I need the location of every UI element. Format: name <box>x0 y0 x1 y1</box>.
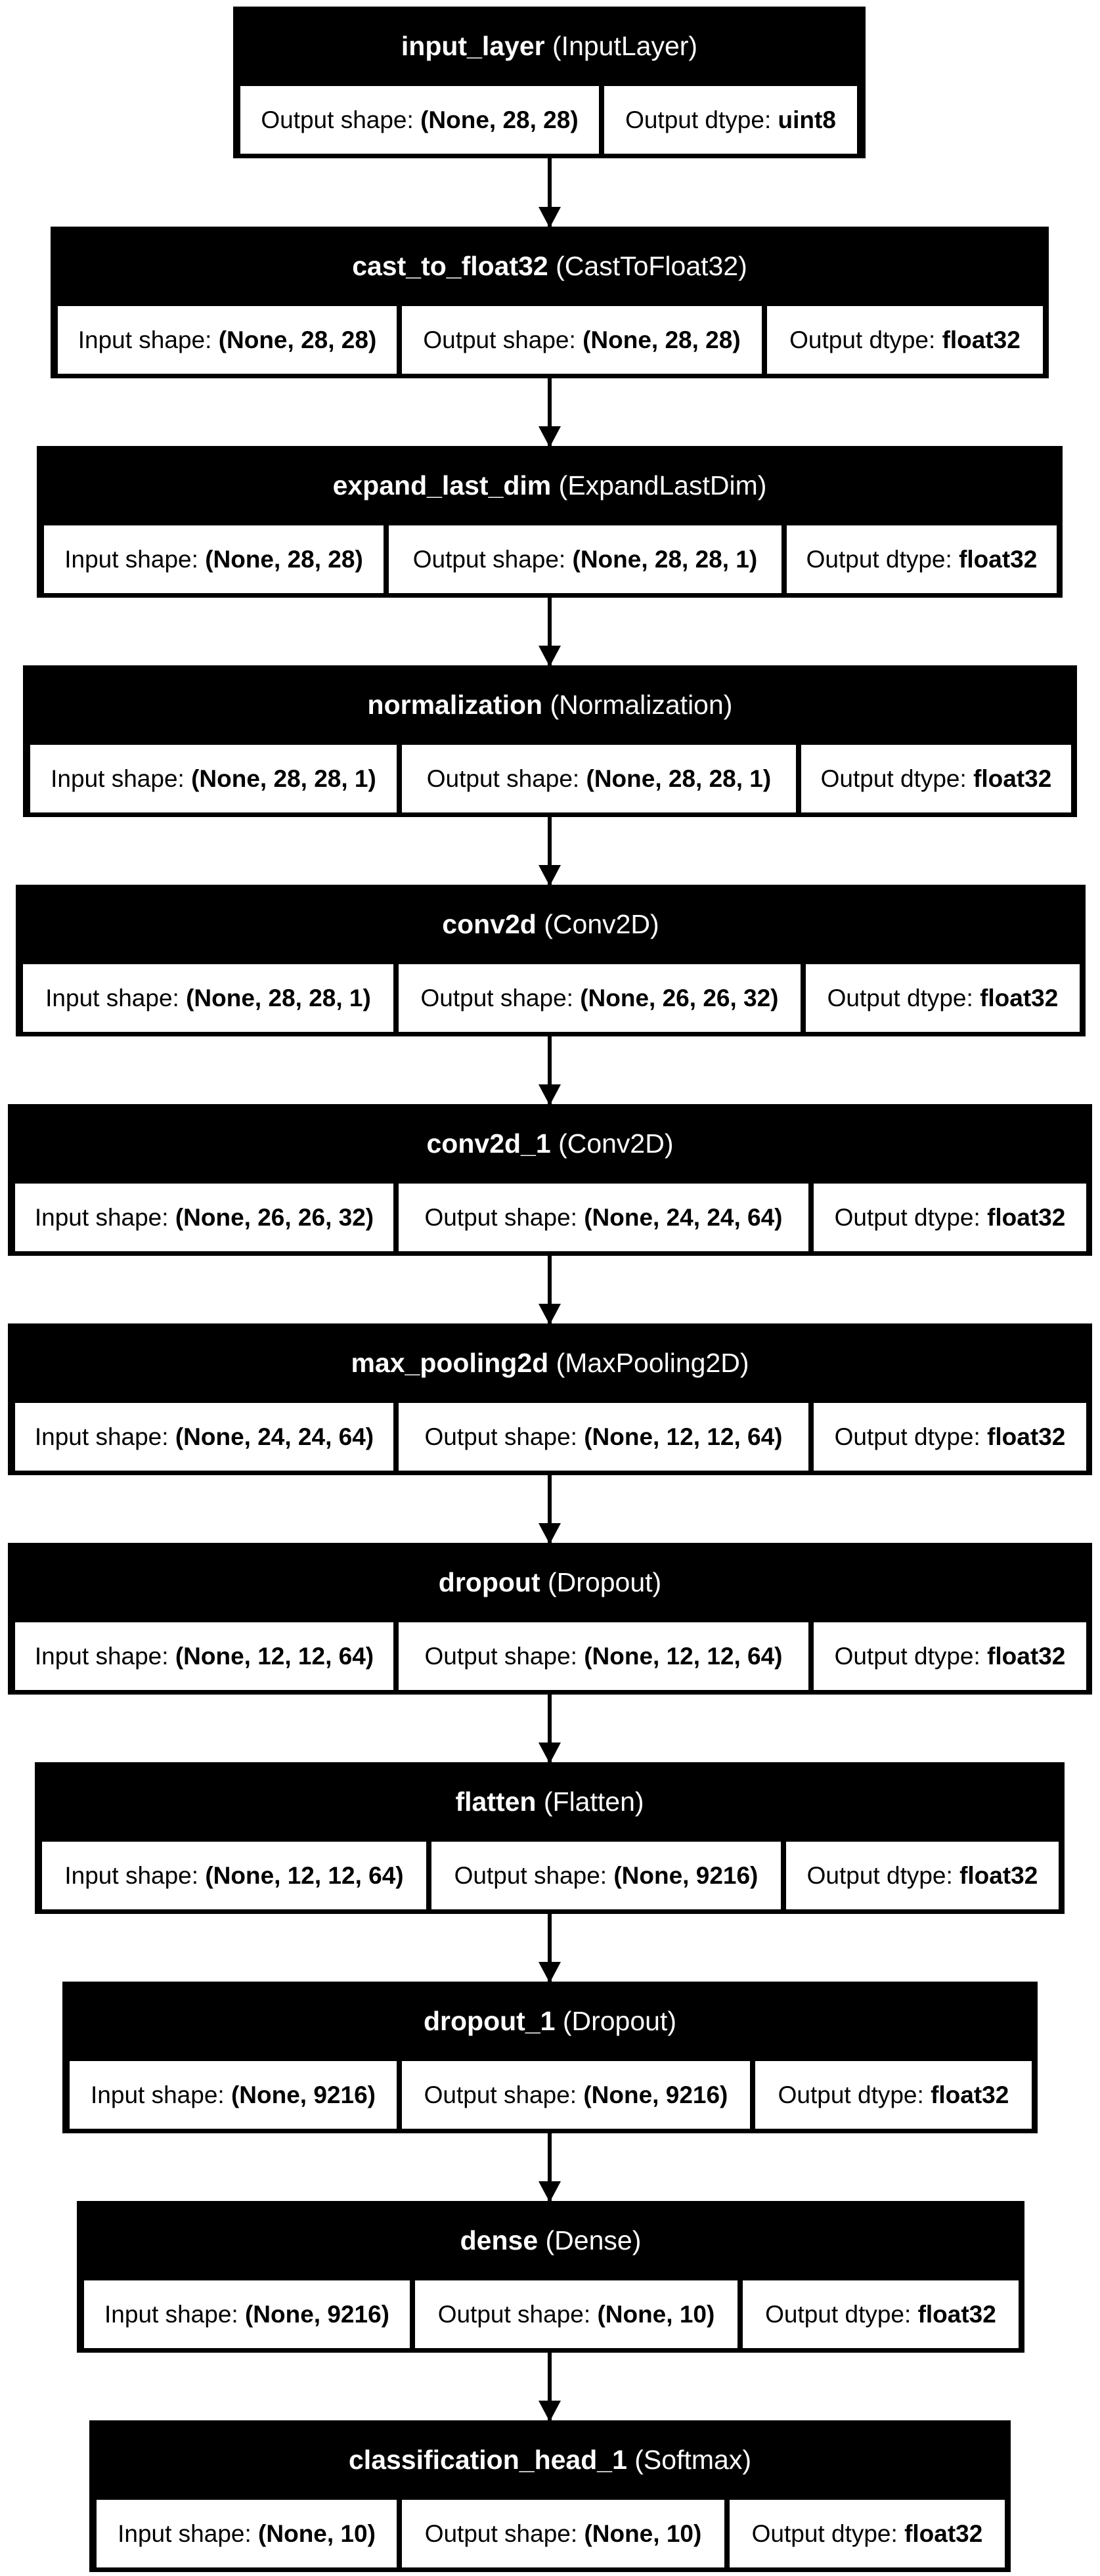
input-shape-value: (None, 28, 28) <box>205 545 363 573</box>
input-shape-label: Input shape: <box>118 2520 259 2547</box>
input-shape-label: Input shape: <box>34 1203 175 1231</box>
output-dtype-value: float32 <box>959 1861 1038 1889</box>
output-shape-label: Output shape: <box>437 2300 598 2328</box>
output-dtype-value: float32 <box>987 1423 1066 1450</box>
input-shape-value: (None, 9216) <box>244 2300 389 2328</box>
layer-header <box>26 669 1074 741</box>
input-shape-cell <box>15 1184 393 1251</box>
layer-shape-row <box>236 82 862 158</box>
input-shape-cell <box>30 745 397 812</box>
output-dtype-label: Output dtype: <box>834 1642 988 1670</box>
output-dtype-value: float32 <box>987 1642 1066 1670</box>
output-dtype-value: float32 <box>973 765 1052 792</box>
layer-node <box>37 446 1063 598</box>
connector-arrow <box>548 2133 552 2201</box>
output-shape-label: Output shape: <box>426 765 586 792</box>
layer-node <box>8 1543 1092 1695</box>
layer-name: flatten <box>455 1786 537 1817</box>
output-shape-label: Output shape: <box>423 326 583 353</box>
layer-name-spacer <box>542 690 550 721</box>
input-shape-label: Input shape: <box>77 326 219 353</box>
layer-name: dropout_1 <box>423 2005 556 2036</box>
output-dtype-cell <box>787 525 1057 593</box>
layer-node <box>51 227 1049 378</box>
output-shape-value: (None, 10) <box>597 2300 715 2328</box>
input-shape-label: Input shape: <box>34 1642 175 1670</box>
output-dtype-label: Output dtype: <box>625 106 778 133</box>
layer-shape-row <box>19 960 1082 1036</box>
output-shape-cell <box>399 1622 808 1690</box>
output-dtype-label: Output dtype: <box>820 765 974 792</box>
layer-name: cast_to_float32 <box>352 250 548 281</box>
layer-shape-row <box>93 2496 1007 2571</box>
output-dtype-cell <box>814 1622 1086 1690</box>
layer-type: (MaxPooling2D) <box>556 1347 749 1378</box>
output-shape-cell <box>399 1184 808 1251</box>
output-shape-label: Output shape: <box>454 1861 614 1889</box>
layer-type: (CastToFloat32) <box>556 250 747 281</box>
arrow-head-icon <box>539 1962 561 1983</box>
layer-header <box>40 449 1059 522</box>
input-shape-value: (None, 9216) <box>231 2081 376 2108</box>
layer-name-spacer <box>548 251 556 282</box>
input-shape-cell <box>44 525 384 593</box>
layer-header <box>19 888 1082 960</box>
input-shape-cell <box>23 964 393 1032</box>
output-shape-cell <box>389 525 781 593</box>
connector-arrow <box>548 378 552 446</box>
layer-type: (Dropout) <box>562 2005 676 2036</box>
input-shape-cell <box>58 306 397 374</box>
layer-name-spacer <box>551 1128 558 1159</box>
layer-name-spacer <box>538 2225 545 2256</box>
output-dtype-cell <box>801 745 1071 812</box>
layer-node <box>35 1762 1065 1914</box>
connector-arrow <box>548 817 552 885</box>
layer-header <box>38 1765 1061 1838</box>
output-dtype-value: float32 <box>959 545 1038 573</box>
output-dtype-value: float32 <box>904 2520 983 2547</box>
layer-type: (Dense) <box>545 2225 642 2255</box>
layer-shape-row <box>40 522 1059 597</box>
layer-name-spacer <box>540 1567 548 1598</box>
layer-node <box>62 1982 1038 2133</box>
layer-header <box>66 1985 1034 2057</box>
output-shape-label: Output shape: <box>424 2520 584 2547</box>
arrow-head-icon <box>539 1304 561 1325</box>
output-shape-value: (None, 28, 28, 1) <box>572 545 758 573</box>
output-shape-cell <box>240 86 599 154</box>
output-dtype-cell <box>755 2061 1032 2129</box>
output-dtype-label: Output dtype: <box>834 1203 988 1231</box>
output-shape-value: (None, 28, 28, 1) <box>586 765 772 792</box>
input-shape-cell <box>84 2280 410 2348</box>
layer-name: dropout <box>438 1566 540 1597</box>
input-shape-cell <box>15 1403 393 1471</box>
input-shape-value: (None, 12, 12, 64) <box>175 1642 374 1670</box>
output-shape-cell <box>402 745 796 812</box>
output-dtype-label: Output dtype: <box>778 2081 931 2108</box>
arrow-head-icon <box>539 1084 561 1105</box>
output-dtype-label: Output dtype: <box>827 984 980 1011</box>
layer-name: input_layer <box>401 30 545 61</box>
output-shape-value: (None, 9216) <box>583 2081 728 2108</box>
connector-arrow <box>548 1914 552 1982</box>
arrow-head-icon <box>539 1743 561 1764</box>
output-dtype-cell <box>806 964 1080 1032</box>
layer-type: (Conv2D) <box>558 1128 674 1159</box>
layer-name-spacer <box>551 470 558 501</box>
output-dtype-cell <box>604 86 857 154</box>
layer-name: normalization <box>367 689 543 720</box>
output-shape-value: (None, 28, 28) <box>583 326 741 353</box>
layer-header <box>54 230 1045 302</box>
output-dtype-label: Output dtype: <box>806 1861 960 1889</box>
input-shape-cell <box>42 1842 426 1909</box>
arrow-head-icon <box>539 865 561 886</box>
layer-shape-row <box>11 1399 1089 1475</box>
output-shape-label: Output shape: <box>424 1423 584 1450</box>
output-shape-label: Output shape: <box>412 545 573 573</box>
input-shape-label: Input shape: <box>51 765 192 792</box>
arrow-head-icon <box>539 2181 561 2202</box>
layer-name: expand_last_dim <box>332 470 552 500</box>
output-dtype-label: Output dtype: <box>789 326 942 353</box>
output-dtype-label: Output dtype: <box>751 2520 905 2547</box>
output-shape-label: Output shape: <box>424 2081 584 2108</box>
arrow-head-icon <box>539 2401 561 2422</box>
layer-name-spacer <box>545 31 552 62</box>
layer-name: conv2d_1 <box>426 1128 551 1159</box>
layer-header <box>93 2424 1007 2496</box>
layer-shape-row <box>38 1838 1061 1913</box>
layer-type: (Flatten) <box>543 1786 644 1817</box>
layer-type: (ExpandLastDim) <box>558 470 767 500</box>
arrow-head-icon <box>539 1523 561 1544</box>
input-shape-value: (None, 26, 26, 32) <box>175 1203 374 1231</box>
output-shape-cell <box>402 306 762 374</box>
layer-shape-row <box>66 2057 1034 2133</box>
input-shape-value: (None, 10) <box>258 2520 376 2547</box>
output-dtype-value: uint8 <box>778 106 836 133</box>
layer-node <box>8 1104 1092 1256</box>
layer-shape-row <box>11 1180 1089 1255</box>
connector-arrow <box>548 1036 552 1104</box>
layer-shape-row <box>26 741 1074 816</box>
output-shape-label: Output shape: <box>261 106 421 133</box>
input-shape-value: (None, 12, 12, 64) <box>205 1861 404 1889</box>
output-shape-value: (None, 12, 12, 64) <box>584 1642 783 1670</box>
output-shape-cell <box>431 1842 781 1909</box>
arrow-head-icon <box>539 207 561 228</box>
layer-shape-row <box>80 2276 1021 2352</box>
layer-node <box>8 1323 1092 1475</box>
layer-type: (Dropout) <box>548 1566 662 1597</box>
input-shape-value: (None, 24, 24, 64) <box>175 1423 374 1450</box>
output-dtype-value: float32 <box>917 2300 996 2328</box>
input-shape-label: Input shape: <box>104 2300 245 2328</box>
output-shape-cell <box>402 2500 724 2567</box>
layer-name-spacer <box>548 1348 556 1379</box>
output-dtype-cell <box>814 1184 1086 1251</box>
output-dtype-cell <box>743 2280 1019 2348</box>
output-shape-value: (None, 28, 28) <box>420 106 579 133</box>
layer-node <box>77 2201 1024 2353</box>
output-dtype-cell <box>786 1842 1059 1909</box>
input-shape-cell <box>15 1622 393 1690</box>
layer-node <box>233 7 866 158</box>
input-shape-label: Input shape: <box>64 545 206 573</box>
output-dtype-value: float32 <box>980 984 1059 1011</box>
layer-type: (InputLayer) <box>552 30 698 61</box>
output-dtype-cell <box>814 1403 1086 1471</box>
connector-arrow <box>548 158 552 227</box>
layer-shape-row <box>54 302 1045 378</box>
input-shape-label: Input shape: <box>64 1861 206 1889</box>
output-dtype-label: Output dtype: <box>765 2300 918 2328</box>
layer-node <box>23 665 1077 817</box>
layer-name: dense <box>460 2225 539 2255</box>
layer-name: classification_head_1 <box>349 2444 627 2475</box>
connector-arrow <box>548 598 552 665</box>
output-shape-value: (None, 9216) <box>613 1861 759 1889</box>
layer-name-spacer <box>537 909 544 940</box>
input-shape-cell <box>70 2061 397 2129</box>
layer-type: (Softmax) <box>634 2444 751 2475</box>
output-shape-value: (None, 10) <box>584 2520 702 2547</box>
layer-type: (Normalization) <box>550 689 733 720</box>
input-shape-value: (None, 28, 28, 1) <box>191 765 376 792</box>
arrow-head-icon <box>539 426 561 447</box>
layer-name-spacer <box>555 2006 562 2037</box>
output-dtype-label: Output dtype: <box>806 545 959 573</box>
input-shape-label: Input shape: <box>34 1423 175 1450</box>
output-shape-label: Output shape: <box>424 1203 584 1231</box>
output-shape-value: (None, 24, 24, 64) <box>584 1203 783 1231</box>
layer-shape-row <box>11 1618 1089 1694</box>
layer-node <box>16 885 1086 1036</box>
connector-arrow <box>548 1256 552 1323</box>
layer-name: max_pooling2d <box>351 1347 549 1378</box>
layer-name: conv2d <box>442 908 537 939</box>
connector-arrow <box>548 1475 552 1543</box>
layer-name-spacer <box>536 1787 543 1817</box>
connector-arrow <box>548 1695 552 1762</box>
input-shape-value: (None, 28, 28) <box>218 326 377 353</box>
layer-name-spacer <box>627 2445 634 2476</box>
input-shape-label: Input shape: <box>45 984 187 1011</box>
output-dtype-label: Output dtype: <box>834 1423 988 1450</box>
connector-arrow <box>548 2353 552 2420</box>
layer-header <box>80 2204 1021 2276</box>
input-shape-cell <box>97 2500 397 2567</box>
output-dtype-cell <box>767 306 1043 374</box>
input-shape-value: (None, 28, 28, 1) <box>186 984 371 1011</box>
layer-node <box>89 2420 1011 2572</box>
output-dtype-value: float32 <box>987 1203 1066 1231</box>
output-shape-cell <box>399 964 801 1032</box>
layer-header <box>11 1107 1089 1180</box>
output-shape-label: Output shape: <box>420 984 581 1011</box>
output-shape-cell <box>399 1403 808 1471</box>
input-shape-label: Input shape: <box>91 2081 231 2108</box>
output-dtype-cell <box>730 2500 1005 2567</box>
output-shape-value: (None, 26, 26, 32) <box>580 984 779 1011</box>
output-shape-label: Output shape: <box>424 1642 584 1670</box>
output-shape-cell <box>402 2061 750 2129</box>
layer-type: (Conv2D) <box>544 908 659 939</box>
output-shape-cell <box>415 2280 737 2348</box>
arrow-head-icon <box>539 646 561 667</box>
output-dtype-value: float32 <box>942 326 1021 353</box>
output-shape-value: (None, 12, 12, 64) <box>584 1423 783 1450</box>
output-dtype-value: float32 <box>931 2081 1009 2108</box>
layer-header <box>11 1546 1089 1618</box>
layer-header <box>236 10 862 82</box>
layer-header <box>11 1327 1089 1399</box>
